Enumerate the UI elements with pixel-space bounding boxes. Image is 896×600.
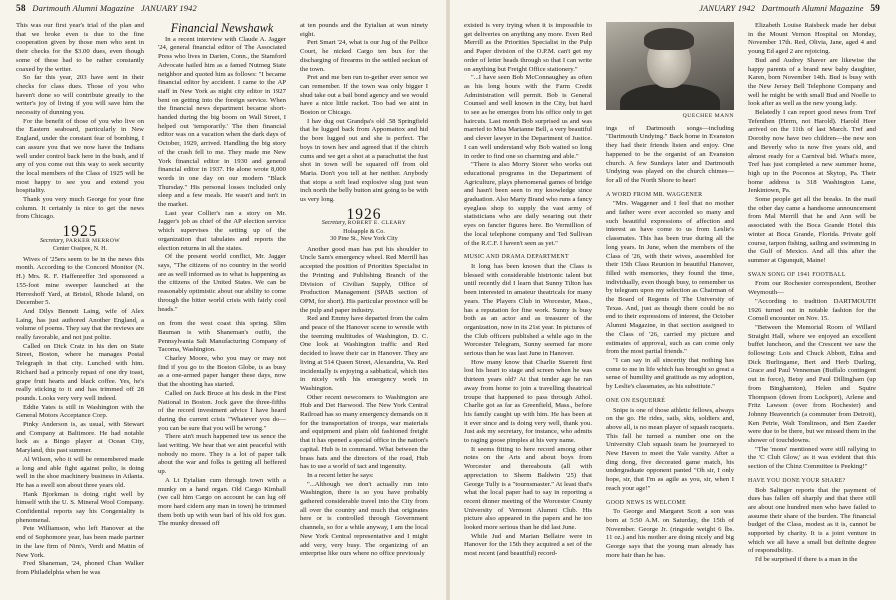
- paragraph: I hav dug out Grandpa's old .58 Springfield that he lugged back from Appomattox and hid the bore lugged out and she is perfect. The boys in town hev and agreed that if the chirch cums and we get a shot at a parachutist the fust shot in town will be squared off from old Maria. Don't you tell at her neither. Anybody that stops a soft lead explosive slug just wun inch north the belly button aint going to be with us very long.: [300, 117, 428, 204]
- photo-caption: QUECHEE MANN: [682, 113, 734, 119]
- paragraph: Some people get all the breaks. In the mail the other day came a handsome announcement from Mal Merrill that he and Ann will be associated with the Boca Grande Hotel this winter at Boca Grande, Florida. Private golf course, tarpon fishing, sailing and swimming in the Gulf of Mexico. And all this after the summer at Ogunquit, Maine!: [748, 196, 876, 264]
- paragraph: "I can say in all sincerity that nothing has come to me in life which has brought so great a sense of humility and gratitude as my adoption, by Leslie's classmates, as his substitute.": [606, 356, 734, 391]
- paragraph: Last year Collier's ran a story on Mr. Jagger's job as chief of the AP election service which supervises the setting up of the organization that tabulates and reports the election returns in all the states.: [158, 209, 286, 252]
- paragraph: Charley Moore, who you may or may not find if you go to the Boston Globe, is as busy as a one-armed paper hanger these days, now that the shooting has started.: [158, 355, 286, 389]
- paragraph: In a recent letter he says:: [307, 471, 374, 479]
- photo-hair: [644, 28, 694, 50]
- paragraph: Other recent newcomers to Washington are Hub and Det Harwood. The New York Central Railroad has so many emergency demands on it for the transportation of troops, war materials and equipment and plain old fashioned freight that it has opened a special office in the nation's capital. Hub is in command. What between the brass hats and the directors of the road, Hub has to use a world of tact and ingenuity.: [300, 393, 428, 471]
- right-folio: 59: [870, 4, 880, 14]
- paragraph: To George and Margaret Scott a son was born at 5:50 A.M. on Saturday, the 15th of November. George Jr. (ringside weight 6 lbs. 11 oz.) and his mother are doing nicely and big George says that the young man already has more hair than he has.: [606, 508, 734, 559]
- paragraph: Pret and me ben run to-gether ever sence we can remember. If the town was only bigger I shud take out a bail bond agency and we would have a nice little racket. Too bad we aint in Boston or Chicago.: [300, 74, 428, 117]
- paragraph: existed is very trying when it is impossible to get deliveries on anything any more. Even Red Merrill as the Priorities Specialist in the Pulp and Paper division of the O.P.M. can't get my order of letter heads through so that I can write on anything but Freight Office stationery.": [464, 22, 592, 73]
- paragraph: And Dilys Bennett Laing, wife of Alex Laing, has just authored Another England, a volume of poems. They say that the reviews are really favorable, and not just polite.: [16, 307, 144, 342]
- section-subhead: GOOD NEWS IS WELCOME: [606, 499, 687, 506]
- right-column-2: [606, 22, 734, 598]
- right-page: [448, 0, 896, 600]
- section-subhead: SWAN SONG OF 1941 FOOTBALL: [748, 271, 846, 278]
- section-subhead: A WORD FROM MR. WAGGENER: [606, 191, 703, 198]
- paragraph: I'd be surprised if there is a man in the: [755, 556, 858, 564]
- class-secretary: [16, 238, 144, 245]
- paragraph: Snipe is one of those athletic fellows, always on the go. He rides, sails, skis, soldiers and, above all, is no mean player of squash racquets. This fall he turned a number one on the University Club squash team he journeyed to New Haven to meet the Yale varsity. After a ding dong, five decorated game match, his undergraduate opponent panted "Oh sir, I only hope, sir, that I'm as agile as you, sir, when I reach your age!": [606, 406, 734, 492]
- paragraph: How many know that Charlie Starrett first lost his heart to stage and screen when he was thirteen years old? At that tender age he ran away from home to join a travelling theatrical troupe that happened to pass through Athol. Charlie got as far as Greenfield, Mass., before his family caught up with him. He has been at it ever since and is doing very well, thank you. Just ask my secretary, for instance, who admits to raging goose pimples at his very name.: [464, 358, 592, 445]
- paragraph: Bob Salinger reports that the payment of dues has fallen off sharply and that there still are about one hundred men who have failed to assume their share of the burden. The financial budget of the Class, modest as it is, cannot be supported by charity. It is a joint venture in which we all have a small but definite degree of responsibility.: [748, 486, 876, 555]
- paragraph: This was our first year's trial of the plan and that we broke even is due to the fine cooperation given by those men who sent in their checks for the $3.00 dues, even though some of these had to be rather constantly coaxed by the writer.: [16, 22, 144, 73]
- secretary-address-line-1: Holsapple & Co.: [343, 227, 385, 235]
- left-running-head: [16, 4, 197, 14]
- paragraph: "...Although we don't actually run into Washington, there is so you have probably gathered considerable travel into the City from all over the country and much that originates here or is controlled through Government channels, so for a while anyway, I am the local New York Central representative and I might add very, very busy. The organizing of an enterprise like ours where no office previously: [300, 480, 428, 558]
- paragraph: Bud and Audrey Shaver are likewise the happy parents of a brand new baby daughter, Karen, born November 14th. Bud is busy with the New Jersey Bell Telephone Company and well he might be with small Bud and Noelle to look after as well as the new young lady.: [748, 56, 876, 108]
- class-year-heading: 1925: [62, 223, 98, 241]
- paragraph: Belatedly I can report good news from Tref Tefenthen (Herm, not Harold). Harold Heer arrived on the 11th of last March. Tref and Dorothy now have two children—the new son and Beverly who is now five years old, and almost ready for a Carnival bid. What's more, Tref has just completed a new summer home, high up in the Poconos at Skytop, Pa. Their home address is 318 Washington Lane, Jenkintown, Pa.: [748, 109, 876, 195]
- paragraph: Called on Dick Cratz in his den on State Street, Boston, where he manages Postal Telegraph in that city. Lunched with him. Richard had a princely repast of one dry toast, grape fruit hearts and black coffee. Yes, he's really sticking to it and has trimmed off 28 pounds. Looks very very well indeed.: [16, 342, 144, 402]
- class-year-heading: 1926: [346, 205, 382, 223]
- paragraph: From our Rochester correspondent, Brother Weymouth—: [748, 280, 876, 297]
- portrait-photo: [606, 22, 734, 110]
- paragraph: "The 'mons' mentioned were still rallying to the 'C Club Glow,' as it was evident that this section of the Chinz Committee is Peeking!": [748, 445, 876, 471]
- paragraph: Fred Shaneman, '24, phoned Chan Walker from Philadelphia when he was: [16, 560, 144, 576]
- paragraph: "According to tradition DARTMOUTH 1926 turned out in notable fashion for the Cornell encounter on Nov. 15.: [748, 297, 876, 323]
- paragraph: For the benefit of those of you who live on the Eastern seaboard, particularly in New England, under the constant fear of bombing, I can assure you that we now have the Indians well under control back here in the bush, and if any of you come out this way to seek security the local members of the Class of 1925 will be most happy to see you and extend you hospitality.: [16, 117, 144, 195]
- paragraph: It seems fitting to here record among other notes on the Arts and about boys from Worcester and thereabouts (all with appreciation to Sherm Baldwin '25) that George Tully is a "tournsmaster." At least that's what the local paper had to say in reporting a recent dinner meeting of the Worcester County University of Vermont Alumni Club. His picture also appeared in the papers and he too looked more serious than he did last June.: [464, 445, 592, 532]
- section-subhead: HAVE YOU DONE YOUR SHARE?: [748, 477, 846, 484]
- paragraph: Pinky Anderson is, as usual, with Stewart and Company at Baltimore. He had notable luck as a Bingo player at Ocean City, Maryland, this past summer.: [16, 421, 144, 455]
- right-running-head: [699, 4, 880, 14]
- article-headline: Financial Newshawk: [170, 22, 274, 35]
- paragraph: In a recent interview with Claude A. Jagger '24, general financial editor of The Associated Press who lives in Darien, Conn., the Stamford Advocate hailed him as a famed Nutmeg State neighbor and quoted him as follows: "I became financial editor by accident. I came to the AP staff in New York as night city editor in 1927 bent on getting into the foreign service. When the financial news department became short-handed during the big boom on Wall Street, I helped out 'temporarily.' The then financial editor was on a vacation when the dark days of October, 1929, arrived. Handling the big story of the crash fell to me. They made me New York financial editor in 1930 and general financial editor in 1937. He alone wrote 8,000 words in one day on our modern "Black Thursday." His personal losses included only sleep and a few meals. He wasn't and isn't in the market.: [158, 35, 286, 209]
- paragraph: Of the present world conflict, Mr. Jagger says, "The citizens of no country in the world are as well informed as to what is happening as the citizens of the United States. We can be reasonably optimistic about our ability to come through the bitter world crisis with fairly cool heads.": [158, 253, 286, 313]
- paragraph: ings of Dartmouth songs—including "Dartmouth Undying." Back home in Evanston they had their friends listen and enjoy. One happened to be the organist of an Evanston church. A few Sundays later and Dartmouth Undying was played on the church chimes—for all of the North Shore to hear!: [606, 124, 734, 184]
- section-subhead: MUSIC AND DRAMA DEPARTMENT: [464, 254, 569, 261]
- paragraph: Hank Bjorkman is doing right well by himself with the U. S. Mineral Wool Company. Confidential reports say his Congeniality is phenomenal.: [16, 490, 144, 524]
- left-folio: 58: [16, 4, 26, 14]
- right-magazine-title: Dartmouth Alumni Magazine: [761, 4, 864, 13]
- paragraph: It long has been known that the Class is blessed with considerable histrionic talent but until recently did I learn that Sunny Tilton has been interested in amateur theatricals for many years. The Players Club in Worcester, Mass., has a reputation for fine work. Sunny is busy both as an actor and as treasurer of the organization, now in its 21st year. In pictures of the Club officers published a while ago in the Worcester Telegram, Sunny seemed far more serious than he was last June in Hanover.: [464, 262, 592, 358]
- paragraph: Eddie Yates is still in Washington with the General Motors Acceptance Corp.: [16, 403, 144, 420]
- secretary-label: Secretary,: [40, 237, 65, 244]
- paragraph: While Jud and Marian Bellaire were in Hanover for the 15th they acquired a set of the most recent (and beautiful) record-: [464, 532, 592, 558]
- secretary-address: Center Ossipee, N. H.: [52, 245, 108, 253]
- secretary-name: ROBERT E. CLEARY: [347, 220, 407, 227]
- paragraph: Another good man has put his shoulder to Uncle Sam's emergency wheel. Red Merrill has accepted the position of Priorities Specialist in the Printing and Publishing Branch of the Division of Civilian Supply, Office of Production Management (SPAB section of OPM, for short). His particular province will be the pulp and paper industry.: [300, 245, 428, 314]
- right-column-3: [748, 22, 876, 598]
- left-magazine-title: Dartmouth Alumni Magazine: [32, 4, 135, 13]
- paragraph: Thank you very much George for your fine column. It certainly is nice to get the news from Chicago.: [16, 196, 144, 221]
- paragraph: at ten pounds and the Eytalian at wun ninety eight.: [300, 22, 428, 38]
- secretary-label: Secretary,: [321, 220, 347, 227]
- right-column-1: [464, 22, 592, 598]
- left-column-1: [16, 22, 144, 598]
- paragraph: Pert Smart '24, what is our Jug of the Pellice Court, he nicked Cargo ten bux for the discharging of firearms in the settled seckun of the town.: [300, 39, 428, 73]
- paragraph: So far this year, 203 have sent in their checks for class dues. Those of you who haven't done so will contribute greatly to the writer's joy of living if you will save him the necessity of dunning you.: [16, 74, 144, 117]
- left-issue-date: JANUARY 1942: [140, 4, 197, 13]
- paragraph: on from the west coast this spring. Slim Bauman is with Shaneman's outfit, the Pennsylvania Salt Manufacturing Company of Tacoma, Washington.: [158, 320, 286, 354]
- left-column-2: [158, 22, 286, 598]
- paragraph: "Mrs. Waggener and I feel that no mother and father were ever accorded so many and such beautiful expressions of affection and interest as have come to us from Leslie's classmates. This has been true during all the long years. In June, when the members of the Class of '26, with their wives, assembled for their 15th Class Reunion in beautiful Hanover, filled with memories, they found the time, individually, even though busy, to remember us by telegram upon my selection as Chairman of the Board of Regents of The University of Texas. And, just as though there could be no end to their expressions of interest, the October Alumni Magazine, in that section assigned to the Class of '26, carried my picture and estimates of approval, such as can come only from the most partial friends.": [606, 200, 734, 356]
- paragraph: Al Wilson, who it will be remembered made a long and able fight against polio, is doing well in the shoe machinery business in Atlanta. He has a swell son about three years old.: [16, 455, 144, 489]
- paragraph: Called on Jack Bruce at his desk in the First National in Boston. Jock gave the three-fifths of the record investment advice I have heard during the current crisis "Whatever you do—you can be sure that you will be wrong.": [158, 389, 286, 432]
- class-secretary: [300, 220, 428, 227]
- left-column-3: [300, 22, 428, 598]
- paragraph: Red and Emmy have departed from the calm and peace of the Hanover scene to wrestle with the teeming multitudes of Washington, D. C. One look at Washington traffic and Red decided to leave their car in Hanover. They are living at 514 Queen Street, Alexandria, Va. Red incidentally is enjoying a sabbatical, which ties in nicely with his emergency work in Washington.: [300, 315, 428, 392]
- paragraph: Elizabeth Louise Raisbeck made her debut in the Mount Vernon Hospital on Monday, November 17th. Red, Olivia, Jane, aged 4 and young Ed aged 2 are rejoicing.: [748, 22, 876, 56]
- secretary-address-line-2: 30 Pine St., New York City: [330, 235, 398, 243]
- paragraph: "...I have seen Bob McConnaughey as often as his long hours with the Farm Credit Administration will permit. Bob is General Counsel and well known in the City, but hard to see as he emerges from his office only to get haircuts. Last month Bob surprised us and was married to Miss Marianne Bell, a very beautiful and clever lawyer in the Department of Justice. I can well understand why Bob waited so long in order to find one so charming and able.": [464, 74, 592, 160]
- paragraph: "Between the Memorial Room of Willard Straight Hall, where we enjoyed an excellent buffet luncheon, and the Crescent we saw the following: Lois and Chuck Abbott, Edna and Dick Burlingame, Bert and Herb Darling, Grace and Paul Venneman (Buffalo contingent out in force), Betsy and Paul Dillingham (up from Binghamton), Helen and Squire Thompson (down from Lockport), Arlene and Fritz Lawson (over from Rochester) and Johnny Heavenrich (a commuter from Detroit), Ken Petrie, Walt Tomlinson, and Ben Zaeder were due to be there, but we missed them in the shower of touchdowns.: [748, 323, 876, 445]
- paragraph: There ain't much happened tew us sence the last writing. We hear that we aint peaceful with nobody no more. They is a lot of paper talk about the war and folks is getting all heffered up.: [158, 433, 286, 476]
- paragraph: "There is also Morry Storer who works out educational programs in the Department of Agriculture, plays phenomenal games of bridge and hasn't been seen to my knowledge since graduation. Also Marty Brand who runs a fancy eyeglass shop to supply the vast army of statisticians who are daily wearing out their eyes on fancier figures here. Bo Vermillion of the local telephone company and Ted Sullivan of the R.C.F. I haven't seen as yet.": [464, 161, 592, 247]
- paragraph: A Lt Eytalian cum through town with a munky on a hand organ. Old Cargo Kimball (we call him Cargo on account he can lug off more hard cidern any man in town) he trimmed them both up with wun barl of his old fox gun. The munky dressed off: [158, 476, 286, 528]
- paragraph: Pete Williamson, who left Hanover at the end of Sophomore year, has been made partner in the law firm of Nim's, Verdi and Mattin of New York.: [16, 525, 144, 559]
- secretary-name: PARKER MERROW: [65, 237, 120, 244]
- section-subhead: ONE ON ESQUERRÉ: [606, 397, 666, 404]
- secretary-address: [300, 228, 428, 243]
- right-issue-date: JANUARY 1942: [699, 4, 756, 13]
- paragraph: Wives of '25ers seem to be in the news this month. According to the Concord Monitor (N. H.) Mrs. R. F. Haffenreffer 3rd sponsored a 155-foot mine sweeper launched at the Herreshoff Yard, at Bristol, Rhode Island, on December 5.: [16, 255, 144, 307]
